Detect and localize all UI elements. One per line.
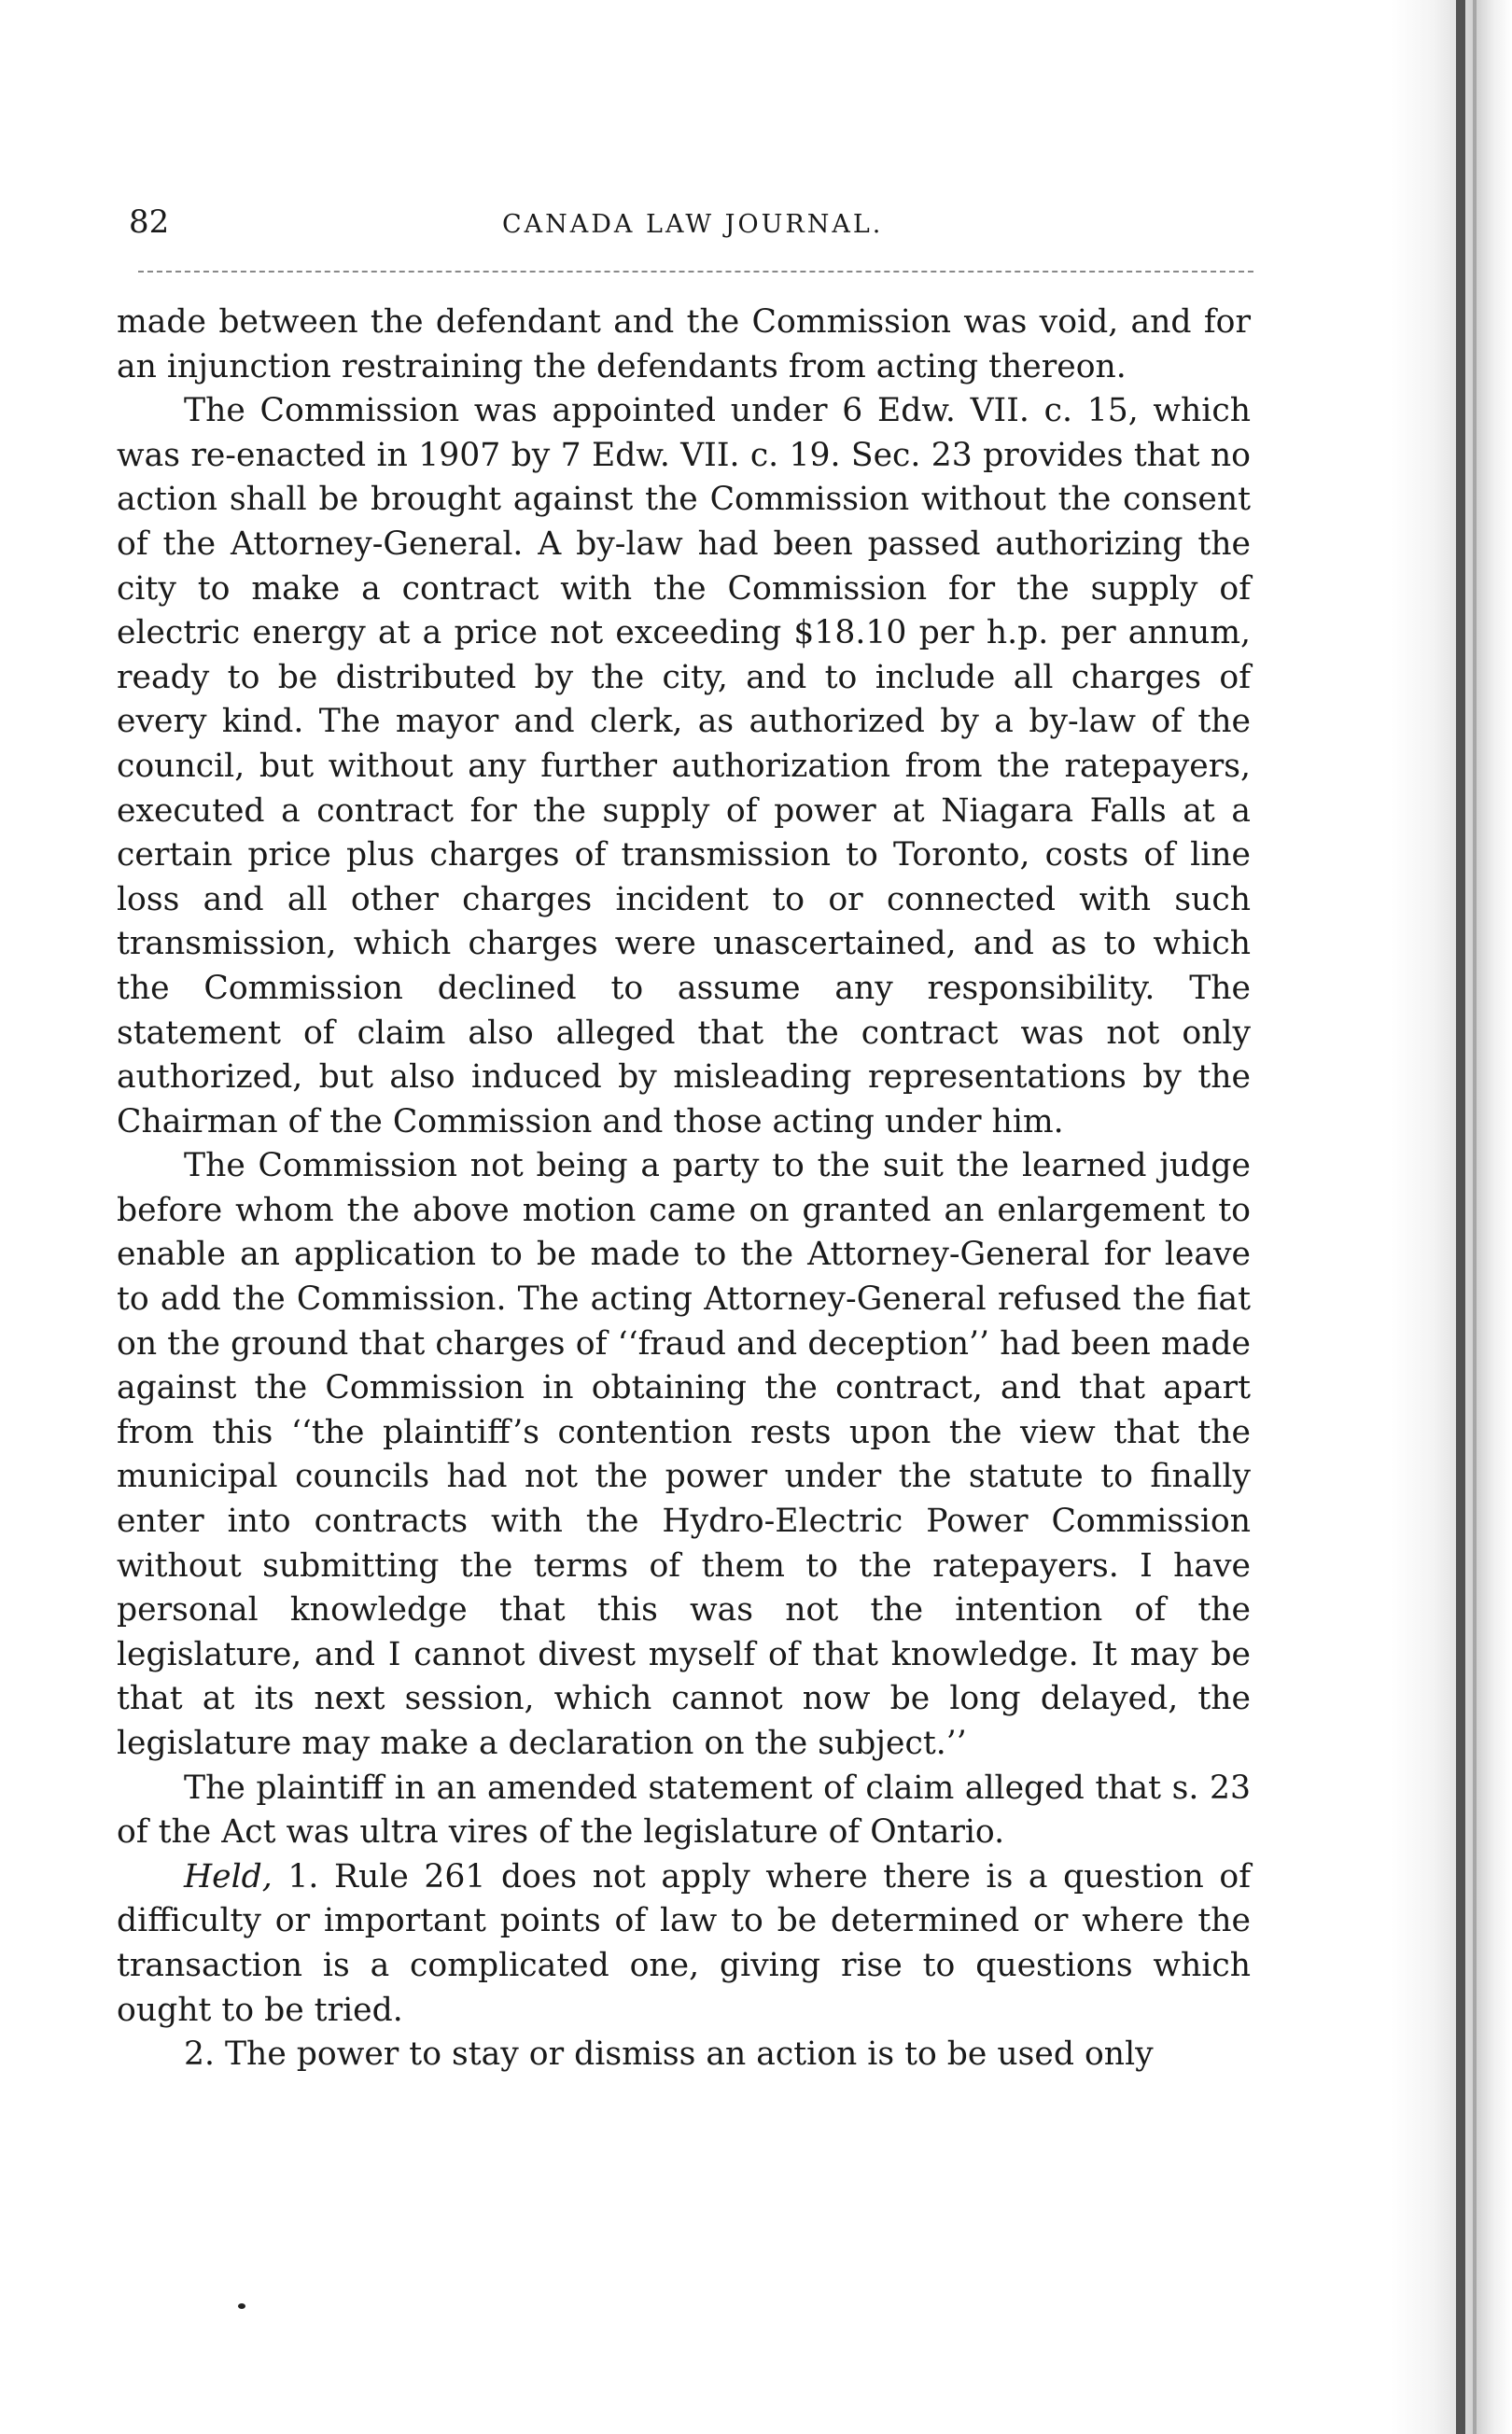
paragraph-text: made between the defendant and the Commission was void, and for an injunction restraining the defendants from acting thereon. bbox=[117, 303, 1251, 385]
paragraph-power-to-stay bbox=[117, 2033, 1251, 2077]
scan-binding-edge bbox=[1391, 0, 1512, 2434]
running-head: CANADA LAW JOURNAL. bbox=[502, 210, 884, 239]
paragraph-commission-appointed bbox=[117, 389, 1251, 1144]
paragraph-text: The Commission not being a party to the suit the learned judge before whom the above motion came on granted an enlargement to enable an application to be made to the Attorney-General for leave to add the Commission. The acting Attorney-General refused the fiat on the ground that charges of ‘‘fraud and deception’’ had been made against the Commission in obtaining the contract, and that apart from this ‘‘the plaintiff’s contention rests upon the view that the municipal councils had not the power under the statute to finally enter into contracts with the Hydro-Electric Power Commission without submitting the terms of them to the ratepayers. I have personal knowledge that this was not the intention of the legislature, and I cannot divest myself of that knowledge. It may be that at its next session, which cannot now be long delayed, the legislature may make a declaration on the subject.’’ bbox=[117, 1147, 1251, 1762]
paragraph-text: The Commission was appointed under 6 Edw. VII. c. 15, which was re-enacted in 1907 by 7 Edw. VII. c. 19. Sec. 23 provides that no action shall be brought against the Commission without the consent of the Attorney-General. A by-law had been passed authorizing the city to make a contract with the Commission for the supply of electric energy at a price not exceeding $18.10 per h.p. per annum, ready to be distributed by the city, and to include all charges of every kind. The mayor and clerk, as authorized by a by-law of the council, but without any further authorization from the ratepayers, executed a contract for the supply of power at Niagara Falls at a certain price plus charges of transmission to Toronto, costs of line loss and all other charges incident to or connected with such transmission, which charges were unascertained, and as to which the Commission declined to assume any responsibility. The statement of claim also alleged that the contract was not only authorized, but also induced by misleading representations by the Chairman of the Commission and those acting under him. bbox=[117, 392, 1251, 1140]
paragraph-held bbox=[117, 1855, 1251, 2033]
page-header bbox=[129, 203, 1249, 259]
body-text bbox=[117, 301, 1251, 2077]
header-rule bbox=[138, 271, 1253, 273]
paragraph-text: 1. Rule 261 does not apply where there is a question of difficulty or important points of law to be determined or where the transaction is a complicated one, giving rise to questions which ought to be tried. bbox=[117, 1857, 1251, 2029]
paragraph-text: The plaintiff in an amended statement of claim alleged that s. 23 of the Act was ultra vires of the legislature of Ontario. bbox=[117, 1769, 1251, 1852]
page-number: 82 bbox=[129, 203, 170, 241]
paragraph-continuation bbox=[117, 301, 1251, 389]
paragraph-commission-not-party bbox=[117, 1144, 1251, 1766]
held-label: Held, bbox=[184, 1857, 273, 1895]
scan-speck bbox=[238, 2303, 245, 2309]
paragraph-amended-claim bbox=[117, 1767, 1251, 1855]
paragraph-text: 2. The power to stay or dismiss an action is to be used only bbox=[184, 2035, 1154, 2074]
